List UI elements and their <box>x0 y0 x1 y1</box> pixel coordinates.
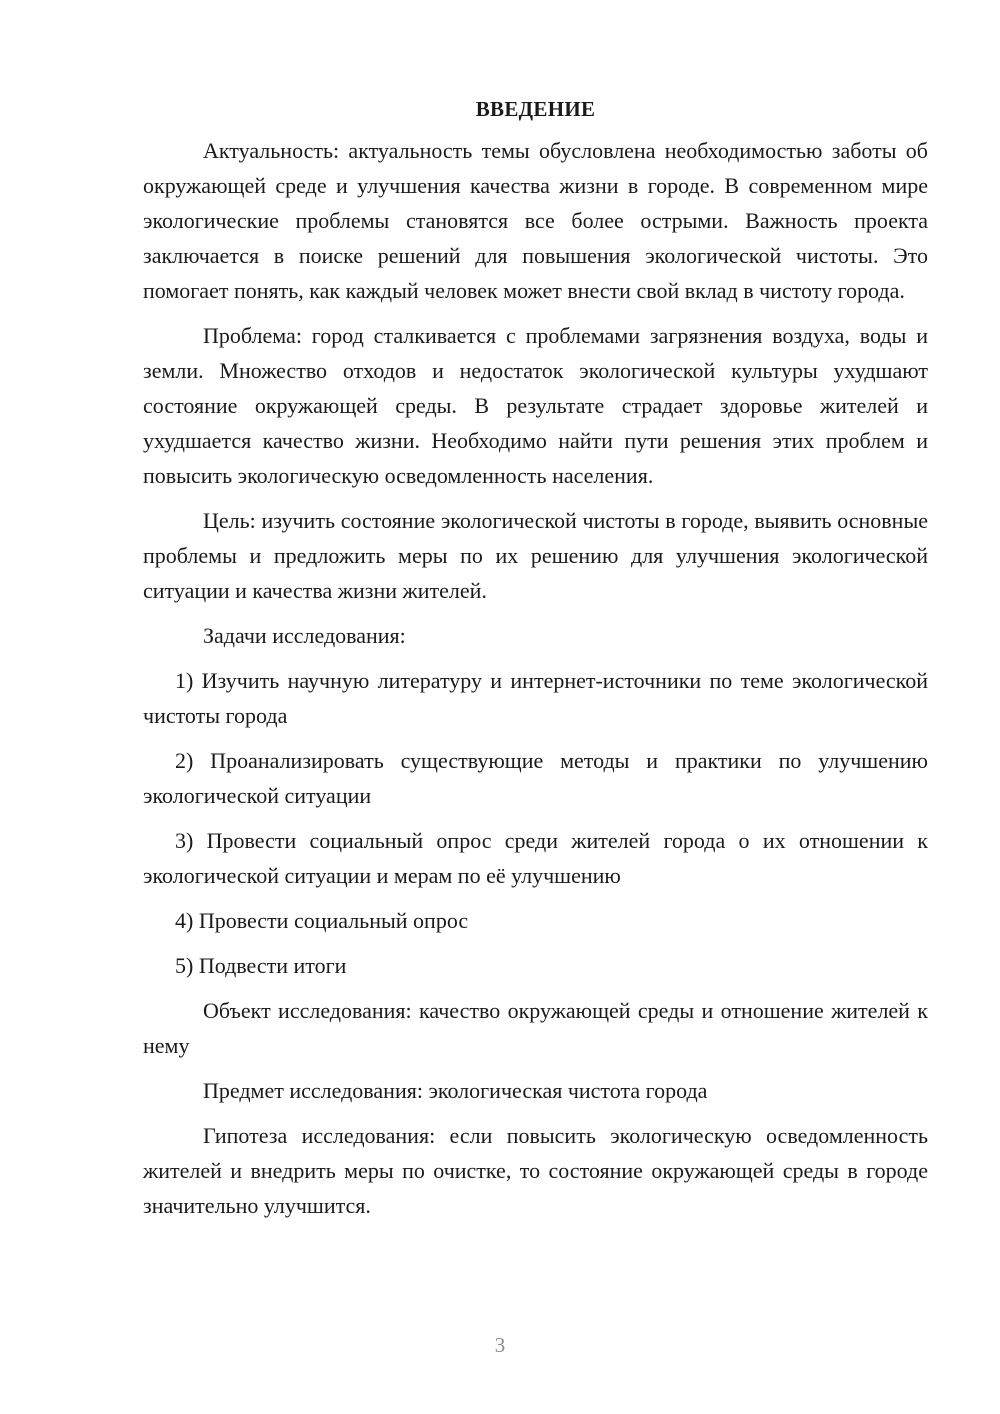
page-number: 3 <box>494 1333 506 1357</box>
task-item-1: 1) Изучить научную литературу и интернет-источники по теме экологической чистоты города <box>143 668 928 728</box>
paragraph-goal: Цель: изучить состояние экологической чистоты в городе, выявить основные проблемы и предложить меры по их решению для улучшения экологической ситуации и качества жизни жителей. <box>143 508 928 603</box>
paragraph-relevance: Актуальность: актуальность темы обусловлена необходимостью заботы об окружающей среде и улучшения качества жизни в городе. В современном мире экологические проблемы становятся все более острыми. Важность проекта заключается в поиске решений для повышения экологической чистоты. Это помогает понять, как каждый человек может внести свой вклад в чистоту города. <box>143 138 928 303</box>
paragraph-tasks-title: Задачи исследования: <box>203 623 406 648</box>
document-page <box>143 92 928 1233</box>
task-item-5: 5) Подвести итоги <box>175 953 347 978</box>
paragraph-hypothesis: Гипотеза исследования: если повысить экологическую осведомленность жителей и внедрить меры по очистке, то состояние окружающей среды в городе значительно улучшится. <box>143 1123 928 1218</box>
section-heading: ВВЕДЕНИЕ <box>475 97 596 121</box>
paragraph-object: Объект исследования: качество окружающей среды и отношение жителей к нему <box>143 998 928 1058</box>
paragraph-problem: Проблема: город сталкивается с проблемами загрязнения воздуха, воды и земли. Множество отходов и недостаток экологической культуры ухудшают состояние окружающей среды. В результате страдает здоровье жителей и ухудшается качество жизни. Необходимо найти пути решения этих проблем и повысить экологическую осведомленность населения. <box>143 323 928 488</box>
task-item-3: 3) Провести социальный опрос среди жителей города о их отношении к экологической ситуации и мерам по её улучшению <box>143 828 928 888</box>
paragraph-subject: Предмет исследования: экологическая чистота города <box>203 1078 708 1103</box>
task-item-2: 2) Проанализировать существующие методы и практики по улучшению экологической ситуации <box>143 748 928 808</box>
task-item-4: 4) Провести социальный опрос <box>175 908 469 933</box>
